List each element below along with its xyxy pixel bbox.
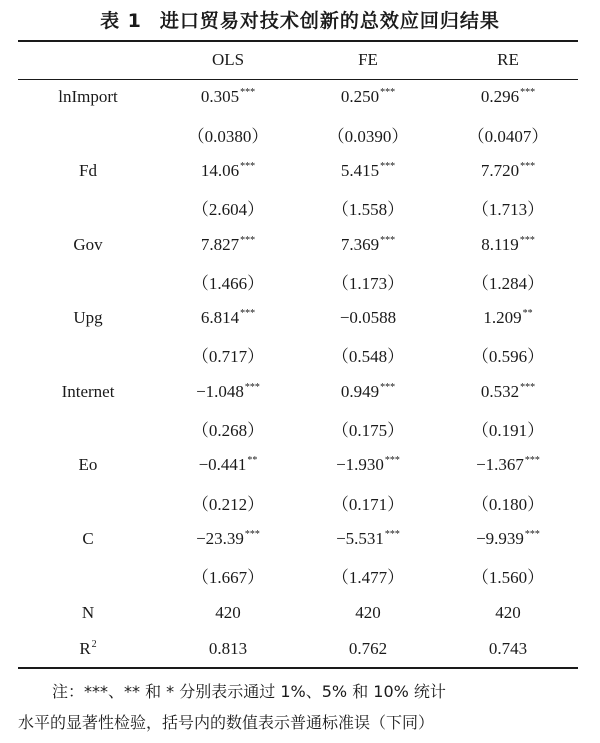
table-cell <box>298 410 438 447</box>
table-cell <box>298 557 438 594</box>
significance-stars: *** <box>520 160 536 172</box>
table-row <box>18 263 578 300</box>
row-label-text: Internet <box>61 381 115 401</box>
table-cell <box>438 594 578 631</box>
significance-stars: *** <box>240 234 256 246</box>
table-cell <box>438 557 578 594</box>
table-cell <box>438 189 578 226</box>
cell-value: （0.175） <box>331 421 405 441</box>
row-label-text: N <box>81 602 95 622</box>
row-label-text: Gov <box>73 234 103 254</box>
cell-value: （1.713） <box>471 200 545 220</box>
table-cell <box>438 373 578 410</box>
row-label <box>18 484 158 521</box>
table-cell <box>158 484 298 521</box>
cell-value: 420 <box>495 602 521 622</box>
cell-value: （1.284） <box>471 273 545 293</box>
cell-value: 0.762 <box>348 639 388 659</box>
significance-stars: *** <box>524 455 540 467</box>
row-label <box>18 153 158 190</box>
significance-stars: *** <box>380 160 396 172</box>
significance-stars: *** <box>240 308 256 320</box>
table-row <box>18 373 578 410</box>
row-label-text: Upg <box>73 308 103 328</box>
row-label <box>18 263 158 300</box>
row-label <box>18 373 158 410</box>
cell-value: 14.06 <box>200 160 240 180</box>
row-label-text: R <box>79 639 91 659</box>
table-cell <box>158 337 298 374</box>
table-row <box>18 484 578 521</box>
significance-stars: *** <box>524 528 540 540</box>
row-label <box>18 226 158 263</box>
table-cell <box>298 373 438 410</box>
table-cell <box>298 300 438 337</box>
cell-value: （2.604） <box>191 200 265 220</box>
cell-value: （1.173） <box>331 273 405 293</box>
cell-value: 5.415 <box>340 160 380 180</box>
table-cell <box>298 189 438 226</box>
cell-value: 0.532 <box>480 381 520 401</box>
table-row <box>18 521 578 558</box>
table-row <box>18 189 578 226</box>
significance-stars: *** <box>240 87 256 99</box>
table-cell <box>298 594 438 631</box>
table-cell <box>158 631 298 668</box>
header-cell: OLS <box>211 49 245 69</box>
table-cell <box>298 447 438 484</box>
cell-value: 7.720 <box>480 160 520 180</box>
table-cell <box>298 263 438 300</box>
significance-stars: *** <box>380 381 396 393</box>
note-line-2: 水平的显著性检验，括号内的数值表示普通标准误（下同） <box>18 713 435 732</box>
significance-stars: ** <box>522 308 533 320</box>
table-body <box>18 79 578 668</box>
table-note <box>18 676 584 738</box>
cell-value: （0.0407） <box>467 126 549 146</box>
significance-stars: *** <box>520 87 536 99</box>
row-label-superscript: 2 <box>91 639 97 651</box>
row-label <box>18 300 158 337</box>
table-row <box>18 410 578 447</box>
table-cell <box>438 79 578 116</box>
table-cell <box>158 189 298 226</box>
cell-value: −9.939 <box>476 528 524 548</box>
significance-stars: *** <box>244 528 260 540</box>
table-cell <box>158 79 298 116</box>
cell-value: （1.560） <box>471 568 545 588</box>
table-row <box>18 447 578 484</box>
cell-value: 0.949 <box>340 381 380 401</box>
table-row <box>18 153 578 190</box>
table-cell <box>438 337 578 374</box>
row-label <box>18 594 158 631</box>
table-cell <box>298 116 438 153</box>
table-cell <box>438 263 578 300</box>
cell-value: （1.667） <box>191 568 265 588</box>
significance-stars: *** <box>520 381 536 393</box>
table-cell <box>158 153 298 190</box>
table-row <box>18 226 578 263</box>
table-cell <box>298 631 438 668</box>
cell-value: （1.477） <box>331 568 405 588</box>
table-row <box>18 79 578 116</box>
cell-value: −5.531 <box>336 528 384 548</box>
cell-value: 0.813 <box>208 639 248 659</box>
significance-stars: *** <box>380 87 396 99</box>
table-title <box>0 6 600 33</box>
cell-value: （0.596） <box>471 347 545 367</box>
cell-value: （0.171） <box>331 494 405 514</box>
cell-value: −1.367 <box>476 455 524 475</box>
table-cell <box>298 153 438 190</box>
cell-value: （1.466） <box>191 273 265 293</box>
table-cell <box>158 594 298 631</box>
cell-value: 8.119 <box>481 234 519 254</box>
regression-table <box>18 40 578 668</box>
note-line-1: 注：***、** 和 * 分别表示通过 1%、5% 和 10% 统计 <box>52 682 446 701</box>
cell-value: −0.441 <box>198 455 247 475</box>
row-label <box>18 557 158 594</box>
table-row <box>18 116 578 153</box>
table-cell <box>298 484 438 521</box>
row-label <box>18 79 158 116</box>
cell-value: −23.39 <box>196 528 244 548</box>
cell-value: −1.048 <box>196 381 244 401</box>
cell-value: （0.548） <box>331 347 405 367</box>
table-title-text: 进口贸易对技术创新的总效应回归结果 <box>159 10 500 32</box>
table-cell <box>158 300 298 337</box>
table-row <box>18 594 578 631</box>
header-cell <box>18 40 158 79</box>
header-row <box>18 40 578 79</box>
significance-stars: *** <box>244 381 260 393</box>
row-label-text: Eo <box>78 455 98 475</box>
table-cell <box>438 226 578 263</box>
table-cell <box>158 447 298 484</box>
cell-value: （0.0380） <box>187 126 269 146</box>
cell-value: （0.180） <box>471 494 545 514</box>
table-cell <box>438 521 578 558</box>
table-cell <box>438 116 578 153</box>
table-cell <box>158 410 298 447</box>
cell-value: 420 <box>215 602 241 622</box>
row-label-text: Fd <box>79 160 97 180</box>
table-cell <box>298 337 438 374</box>
significance-stars: *** <box>384 455 400 467</box>
cell-value: （0.212） <box>191 494 265 514</box>
table-cell <box>438 631 578 668</box>
table-cell <box>438 410 578 447</box>
table-row <box>18 337 578 374</box>
table-number: 表 1 <box>100 10 142 32</box>
table-row <box>18 631 578 668</box>
cell-value: （1.558） <box>331 200 405 220</box>
cell-value: （0.717） <box>191 347 265 367</box>
cell-value: （0.268） <box>191 421 265 441</box>
table-row <box>18 557 578 594</box>
table-cell <box>158 557 298 594</box>
cell-value: （0.191） <box>471 421 545 441</box>
table-cell <box>298 521 438 558</box>
row-label <box>18 189 158 226</box>
cell-value: 0.305 <box>200 87 240 107</box>
cell-value: −1.930 <box>336 455 384 475</box>
cell-value: 7.827 <box>200 234 240 254</box>
table-cell <box>298 226 438 263</box>
significance-stars: *** <box>380 234 396 246</box>
table-cell <box>158 226 298 263</box>
table-cell <box>158 373 298 410</box>
table-cell <box>158 116 298 153</box>
table-cell <box>438 484 578 521</box>
row-label <box>18 631 158 668</box>
cell-value: 0.250 <box>340 87 380 107</box>
header-cell: RE <box>497 49 519 69</box>
row-label <box>18 521 158 558</box>
cell-value: −0.0588 <box>339 308 397 328</box>
header-cell: FE <box>358 49 378 69</box>
cell-value: （0.0390） <box>327 126 409 146</box>
table-cell <box>158 263 298 300</box>
row-label-text: C <box>82 528 94 548</box>
cell-value: 0.296 <box>480 87 520 107</box>
table-cell <box>438 153 578 190</box>
row-label <box>18 116 158 153</box>
cell-value: 6.814 <box>200 308 240 328</box>
table-row <box>18 300 578 337</box>
table-cell <box>438 300 578 337</box>
significance-stars: *** <box>240 160 256 172</box>
table-cell <box>158 521 298 558</box>
row-label <box>18 410 158 447</box>
cell-value: 420 <box>355 602 381 622</box>
row-label <box>18 337 158 374</box>
cell-value: 1.209 <box>483 308 522 328</box>
table-cell <box>438 447 578 484</box>
significance-stars: *** <box>519 234 535 246</box>
table-cell <box>298 79 438 116</box>
row-label <box>18 447 158 484</box>
cell-value: 0.743 <box>488 639 528 659</box>
significance-stars: ** <box>247 455 258 467</box>
row-label-text: lnImport <box>58 87 118 107</box>
significance-stars: *** <box>384 528 400 540</box>
cell-value: 7.369 <box>340 234 380 254</box>
